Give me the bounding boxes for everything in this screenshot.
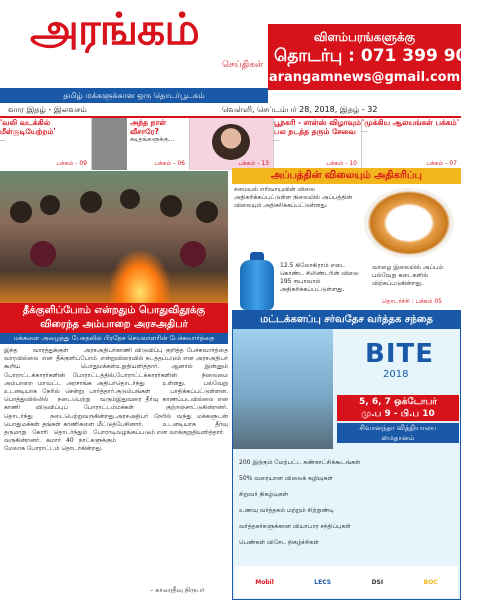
header-advert — [268, 24, 497, 90]
section-text-a: சமையல் எரிவாயுவின் விலை அதிகரிக்கப்பட்டுள்ள நிலையில் அப்பத்தின் விலையும் அதிகரிக்கப்பட்டுள்ளது. — [234, 186, 353, 209]
dateline-edition: வார இதழ் - இலவசம் — [8, 105, 87, 114]
fair-dates — [337, 395, 459, 421]
fair-feature-6: பெண்கள் விசேட நிகழ்ச்சிகள் — [239, 539, 319, 546]
fair-feature-4: உணவு வர்த்தகம் மற்றும் சிற்றுண்டி — [239, 507, 334, 514]
advert-title: விளம்பரங்களுக்கு — [313, 30, 416, 44]
sponsor-logo: DSI — [371, 578, 384, 586]
lead-headline-line2: விரைந்த அம்பாறை அரசஅதிபர் — [40, 319, 188, 330]
lead-body-col1: இந்த வாரத்துக்குள் அரசஅதிபர் வாரவில்லை என தீக்குளிப்போம் என்று கூறிய பொதுமக்கள் போராட்டக்காரர்களின் போராட்டத்தில், அம்பாறை மாவட்ட அரசாங்க அதிபர் உடனடியாக நேரில் சென்று பார்த்தார். பொத்துவில்லில் நடைபெற்று வரும் காணி விடுவிப்புப் போராட்டம் தொடர்ந்து நடைபெற்றுவருகின்றது. பொதுமக்கள் தங்கள் காணிகளை மீட்டுத் தருமாறு கோரி தொடர்ந்தும் போராடி வருகின்றனர். சுமார் 40 நாட்களுக்கும் மேலாக போராட்டம் தொடர்கின்றது. — [4, 347, 116, 453]
section-page[interactable]: தொடர்ச்சி : பக்கம் 05 — [382, 298, 442, 305]
bite-year: 2018 — [383, 369, 409, 380]
trade-fair-advert — [232, 310, 461, 600]
lead-subhead: மக்களை அழைத்து பேசுதலில் பிரதேச செயலாளரின் பேச்சுவார்த்தை — [0, 333, 228, 344]
fair-feature-3: சிறுவர் நிகழ்வுகள் — [239, 491, 289, 498]
lead-author: – காரைதீவு நிருபர் — [150, 586, 205, 594]
bridge-image — [233, 329, 333, 449]
lead-headline-line1: தீக்குளிப்போம் என்றதும் பொதுவிதூக்கு — [22, 305, 206, 316]
teaser-text: ... — [274, 136, 280, 143]
section-heading[interactable]: அப்பத்தின் விலையும் அதிகரிப்பு — [232, 168, 461, 184]
newspaper-logo: அரங்கம் — [30, 4, 199, 55]
advert-phone: தொடர்பு : 071 399 909 1 — [274, 46, 497, 66]
teaser-3[interactable] — [190, 118, 274, 170]
section-text-c: வாழை இலையில் அப்பம் பல்வேறு கடைகளில் விற்கப்படுகின்றது. — [372, 264, 444, 287]
section-body — [232, 186, 461, 308]
teaser-2[interactable] — [92, 118, 190, 170]
sponsor-logo: Mobil — [255, 578, 274, 586]
dateline — [0, 103, 461, 118]
teaser-5[interactable] — [362, 118, 461, 170]
teaser-text: ... — [362, 127, 368, 134]
fair-venue-line2: மைதானம் — [381, 434, 415, 442]
fair-venue-line1: சிவானந்தா வித்தியாலய — [359, 424, 437, 432]
gas-cylinder-image — [240, 260, 274, 310]
teaser-title: 'வலி வடக்கில் மீள்குடியேற்றம்' — [0, 118, 56, 136]
dateline-date: வெள்ளி, செப்டம்பர் 28, 2018, இதழ் - 32 — [222, 105, 378, 114]
fair-feature-5: வர்த்தகர்களுக்கான வியாபார சந்திப்புகள் — [239, 523, 351, 530]
appam-image — [364, 188, 454, 258]
teaser-title: 'முக்கிய ஆலயங்கள் பக்கம்' — [362, 118, 460, 127]
teaser-title: பூநகரி - சாள்ஸ் விழாவும் பல நடத்த தரும் சேவை — [274, 118, 361, 136]
fair-venue — [337, 423, 459, 443]
teaser-page: பக்கம் - 07 — [426, 160, 457, 167]
lead-photo — [0, 171, 228, 303]
teaser-page: பக்கம் - 06 — [154, 160, 185, 167]
fair-feature-1: 200 இற்கும் மேற்பட்ட கண்காட்சிக்கூடங்கள் — [239, 459, 361, 466]
sponsor-logo: BOC — [423, 578, 438, 586]
bite-logo: BITE — [365, 339, 434, 369]
teaser-1[interactable] — [0, 118, 92, 170]
trade-fair-heading: மட்டக்களப்பு சர்வதேச வர்த்தக சந்தை — [233, 311, 460, 329]
logo-subtitle: செய்திகள் — [222, 60, 263, 70]
tagline: தமிழ் மக்களுக்கான ஒரு தொடர்பூடகம் — [0, 88, 268, 103]
teaser-page: பக்கம் - 13 — [238, 160, 269, 167]
fair-feature-2: 50% வரையான விலைக் கழிவுகள் — [239, 475, 333, 482]
section-text-b: 12.5 கிலோகிராம் எடை கொண்ட சிலிண்டரின் விலை 195 ரூபாவால் அதிகரிக்கப்பட்டுள்ளது. — [280, 262, 359, 293]
lead-headline[interactable] — [0, 303, 228, 333]
sponsor-logos — [235, 566, 458, 598]
teaser-text: ... — [0, 136, 6, 143]
teaser-4[interactable] — [274, 118, 362, 170]
portrait-image — [212, 124, 250, 160]
teaser-title: அந்த நாள் வீசாரே? — [130, 118, 167, 136]
advert-website[interactable]: arangamnews@gmail.com — [268, 70, 461, 85]
teaser-text: கடிதங்களுக்கு... — [130, 136, 175, 143]
fair-dates-hours: மு.ப 9 - பி.ப 10 — [361, 409, 435, 419]
teaser-page: பக்கம் - 10 — [326, 160, 357, 167]
fair-dates-days: 5, 6, 7 ஒக்டோபர் — [359, 397, 437, 407]
lead-body-col2: காணி விடுவிப்பு குறித்த பேச்சுவார்த்தை விரைவில் நடத்தப்படும் என அரசஅதிபர் உறுதியளித்தார். ஆனால் இன்னும் போராட்டக்காரர்களின் நிலைமை தொடர்ந்து உள்ளது. பல்வேறு குடும்பங்கள் பாதிக்கப்பட்டுள்ளன. இதுவரை தீர்வு காணப்படவில்லை என மக்கள் குற்றஞ்சாட்டுகின்றனர். அரசஅதிபர் நேரில் வந்து மக்களுடன் பேசினார். உடனடியாக தீர்வு வழங்கப்படும் என வாக்குறுதியளித்தார். — [116, 347, 228, 437]
teaser-page: பக்கம் - 09 — [56, 160, 87, 167]
fire-image — [110, 251, 170, 303]
sponsor-logo: LECS — [314, 578, 332, 586]
